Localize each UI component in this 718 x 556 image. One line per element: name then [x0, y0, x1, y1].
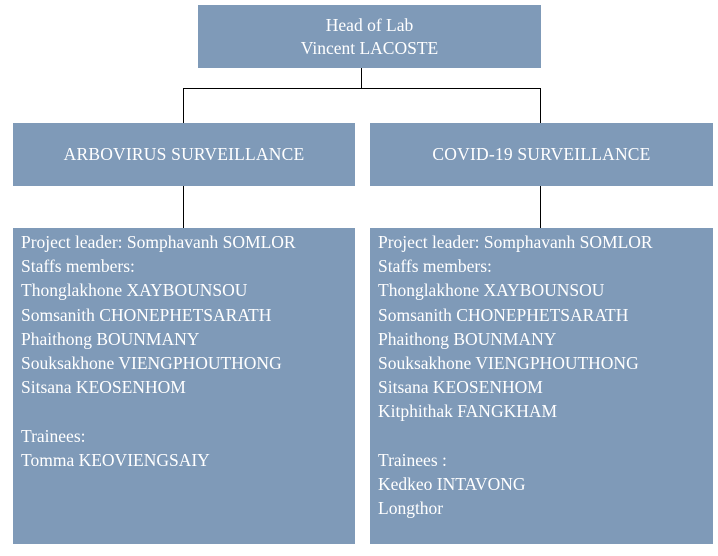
staff-member: Somsanith CHONEPHETSARATH	[21, 304, 272, 325]
staff-heading: Staffs members:	[378, 256, 492, 277]
staff-member: Sitsana KEOSENHOM	[21, 377, 186, 398]
trainees-heading: Trainees:	[21, 425, 86, 446]
connector-horizontal	[183, 88, 541, 89]
connector-left-section-to-detail	[183, 186, 184, 228]
head-name: Vincent LACOSTE	[300, 37, 439, 58]
trainees-heading: Trainees :	[378, 449, 447, 470]
staff-member: Phaithong BOUNMANY	[21, 328, 200, 349]
connector-right-drop	[540, 88, 541, 123]
head-title: Head of Lab	[325, 14, 414, 35]
connector-left-drop	[183, 88, 184, 123]
covid-team-box	[370, 228, 713, 544]
project-leader: Project leader: Somphavanh SOMLOR	[21, 232, 296, 252]
connector-head-down	[361, 68, 362, 88]
head-of-lab-box	[198, 5, 541, 68]
spacer	[21, 399, 355, 423]
arbovirus-section-title: ARBOVIRUS SURVEILLANCE	[63, 144, 305, 164]
staff-heading: Staffs members:	[21, 256, 135, 277]
trainee: Longthor	[378, 498, 444, 519]
staff-member: Phaithong BOUNMANY	[378, 328, 557, 349]
trainee: Tomma KEOVIENGSAIY	[21, 449, 210, 470]
connector-right-section-to-detail	[540, 186, 541, 228]
staff-member: Kitphithak FANGKHAM	[378, 401, 558, 422]
arbovirus-section-box	[13, 123, 355, 186]
staff-member: Souksakhone VIENGPHOUTHONG	[21, 353, 282, 374]
project-leader: Project leader: Somphavanh SOMLOR	[378, 232, 653, 252]
covid-section-box	[370, 123, 713, 186]
trainee: Kedkeo INTAVONG	[378, 474, 526, 495]
covid-section-title: COVID-19 SURVEILLANCE	[432, 144, 651, 164]
staff-member: Souksakhone VIENGPHOUTHONG	[378, 353, 639, 374]
arbovirus-team-box	[13, 228, 355, 544]
staff-member: Sitsana KEOSENHOM	[378, 377, 543, 398]
staff-member: Somsanith CHONEPHETSARATH	[378, 304, 629, 325]
staff-member: Thonglakhone XAYBOUNSOU	[378, 280, 605, 301]
staff-member: Thonglakhone XAYBOUNSOU	[21, 280, 248, 301]
spacer	[378, 424, 713, 448]
